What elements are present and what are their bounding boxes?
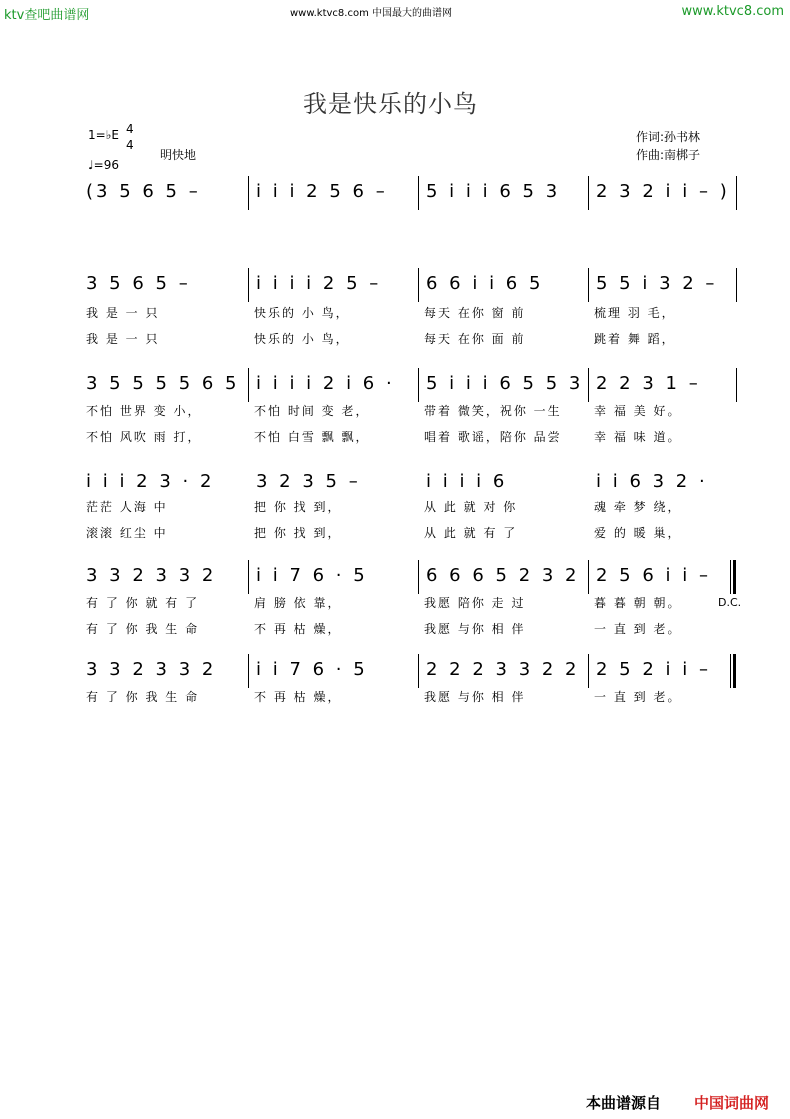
lyric: 有 了 你 我 生 命 xyxy=(86,690,200,704)
notes: 2 3 2 i i – ) xyxy=(596,181,730,202)
notes: i i i 2 3 · 2 xyxy=(86,471,215,492)
measure xyxy=(590,368,740,402)
lyric: 不怕 白雪 飘 飘， xyxy=(254,430,370,444)
lyric: 我愿 与你 相 伴 xyxy=(424,622,526,636)
composer: 作曲:南梆子 xyxy=(636,148,701,162)
notes: 3 5 5 5 5 6 5 xyxy=(86,373,240,394)
measure xyxy=(80,466,248,500)
measure xyxy=(590,176,740,210)
lyric: 幸 福 味 道。 xyxy=(594,430,682,444)
tempo-mark: 明快地 xyxy=(160,148,197,162)
lyric: 唱着 歌谣，陪你 品尝 xyxy=(424,430,562,444)
lyric: 滚滚 红尘 中 xyxy=(86,526,168,540)
footer-source-label: 本曲谱源自 xyxy=(586,1094,662,1112)
barline xyxy=(248,654,249,688)
notes: 3 5 6 5 – xyxy=(86,273,191,294)
barline xyxy=(248,268,249,302)
measure xyxy=(80,368,248,402)
barline xyxy=(418,654,419,688)
barline xyxy=(736,176,737,210)
lyric: 每天 在你 窗 前 xyxy=(424,306,526,320)
barline xyxy=(736,368,737,402)
barline xyxy=(418,560,419,594)
measure xyxy=(590,268,740,302)
notes: 3 3 2 3 3 2 xyxy=(86,659,217,680)
lyric: 不 再 枯 燥， xyxy=(254,690,342,704)
lyric: 我愿 与你 相 伴 xyxy=(424,690,526,704)
measure xyxy=(590,654,730,688)
lyric: 梳理 羽 毛， xyxy=(594,306,676,320)
lyric: 不怕 世界 变 小， xyxy=(86,404,202,418)
lyric: 快乐的 小 鸟， xyxy=(254,332,350,346)
measure xyxy=(250,176,418,210)
measure xyxy=(80,268,248,302)
time-signature-top: 4 xyxy=(126,122,134,136)
final-barline xyxy=(730,654,735,688)
lyric: 不 再 枯 燥， xyxy=(254,622,342,636)
notes: (3 5 6 5 – xyxy=(86,181,201,202)
barline xyxy=(418,368,419,402)
notes: i i i 2 5 6 – xyxy=(256,181,388,202)
lyric: 魂 牵 梦 绕， xyxy=(594,500,682,514)
lyric: 一 直 到 老。 xyxy=(594,690,682,704)
measure xyxy=(420,466,588,500)
notes: 3 3 2 3 3 2 xyxy=(86,565,217,586)
barline xyxy=(588,176,589,210)
notes: i i 6 3 2 · xyxy=(596,471,708,492)
lyric: 有 了 你 我 生 命 xyxy=(86,622,200,636)
lyric: 从 此 就 有 了 xyxy=(424,526,518,540)
notes: i i i i 6 xyxy=(426,471,508,492)
barline xyxy=(588,268,589,302)
lyric: 把 你 找 到， xyxy=(254,526,342,540)
measure xyxy=(80,176,248,210)
lyric: 我愿 陪你 走 过 xyxy=(424,596,526,610)
barline xyxy=(588,654,589,688)
watermark-left: ktv查吧曲谱网 xyxy=(4,8,90,23)
measure xyxy=(80,560,248,594)
lyric: 暮 暮 朝 朝。 xyxy=(594,596,682,610)
notes: 5 i i i 6 5 3 xyxy=(426,181,561,202)
lyric: 快乐的 小 鸟， xyxy=(254,306,350,320)
barline xyxy=(248,176,249,210)
notes: 2 5 2 i i – xyxy=(596,659,711,680)
barline xyxy=(588,368,589,402)
notes: i i i i 2 5 – xyxy=(256,273,382,294)
key-signature: 1=♭E xyxy=(88,128,119,142)
barline xyxy=(418,176,419,210)
notes: 2 5 6 i i – xyxy=(596,565,711,586)
lyric: 不怕 风吹 雨 打， xyxy=(86,430,202,444)
lyric: 一 直 到 老。 xyxy=(594,622,682,636)
measure xyxy=(590,466,740,500)
lyricist: 作词:孙书林 xyxy=(636,130,701,144)
lyric: 茫茫 人海 中 xyxy=(86,500,168,514)
measure xyxy=(250,654,418,688)
measure xyxy=(250,368,418,402)
measure xyxy=(80,654,248,688)
notes: 2 2 2 3 3 2 2 xyxy=(426,659,580,680)
measure xyxy=(250,560,418,594)
time-signature-bottom: 4 xyxy=(126,138,134,152)
notes: 2 2 3 1 – xyxy=(596,373,701,394)
song-title: 我是快乐的小鸟 xyxy=(303,90,478,118)
notes: i i i i 2 i 6 · xyxy=(256,373,395,394)
lyric: 肩 膀 依 靠， xyxy=(254,596,342,610)
measure xyxy=(250,268,418,302)
header-center-text: www.ktvc8.com 中国最大的曲谱网 xyxy=(290,8,453,19)
lyric: 幸 福 美 好。 xyxy=(594,404,682,418)
tempo: ♩=96 xyxy=(88,158,119,172)
watermark-right: www.ktvc8.com xyxy=(681,4,784,19)
barline xyxy=(248,368,249,402)
lyric: 我 是 一 只 xyxy=(86,332,160,346)
measure xyxy=(420,654,588,688)
measure xyxy=(590,560,730,594)
notes: i i 7 6 · 5 xyxy=(256,565,368,586)
barline xyxy=(588,560,589,594)
notes: 5 i i i 6 5 5 3 xyxy=(426,373,584,394)
lyric: 有 了 你 就 有 了 xyxy=(86,596,200,610)
notes: 3 2 3 5 – xyxy=(256,471,361,492)
measure xyxy=(250,466,418,500)
notes: 6 6 6 5 2 3 2 xyxy=(426,565,580,586)
da-capo-mark: D.C. xyxy=(718,596,742,609)
score-row-intro xyxy=(80,176,745,220)
measure xyxy=(420,368,588,402)
footer-source-site[interactable]: 中国词曲网 xyxy=(694,1094,770,1112)
lyric: 跳着 舞 蹈， xyxy=(594,332,676,346)
notes: i i 7 6 · 5 xyxy=(256,659,368,680)
lyric: 爱 的 暖 巢， xyxy=(594,526,682,540)
lyric: 不怕 时间 变 老， xyxy=(254,404,370,418)
lyric: 每天 在你 面 前 xyxy=(424,332,526,346)
barline xyxy=(248,560,249,594)
lyric: 把 你 找 到， xyxy=(254,500,342,514)
barline xyxy=(736,268,737,302)
final-barline xyxy=(730,560,735,594)
barline xyxy=(418,268,419,302)
notes: 5 5 i 3 2 – xyxy=(596,273,718,294)
measure xyxy=(420,560,588,594)
measure xyxy=(420,268,588,302)
notes: 6 6 i i 6 5 xyxy=(426,273,544,294)
measure xyxy=(420,176,588,210)
lyric: 带着 微笑，祝你 一生 xyxy=(424,404,562,418)
lyric: 我 是 一 只 xyxy=(86,306,160,320)
lyric: 从 此 就 对 你 xyxy=(424,500,518,514)
